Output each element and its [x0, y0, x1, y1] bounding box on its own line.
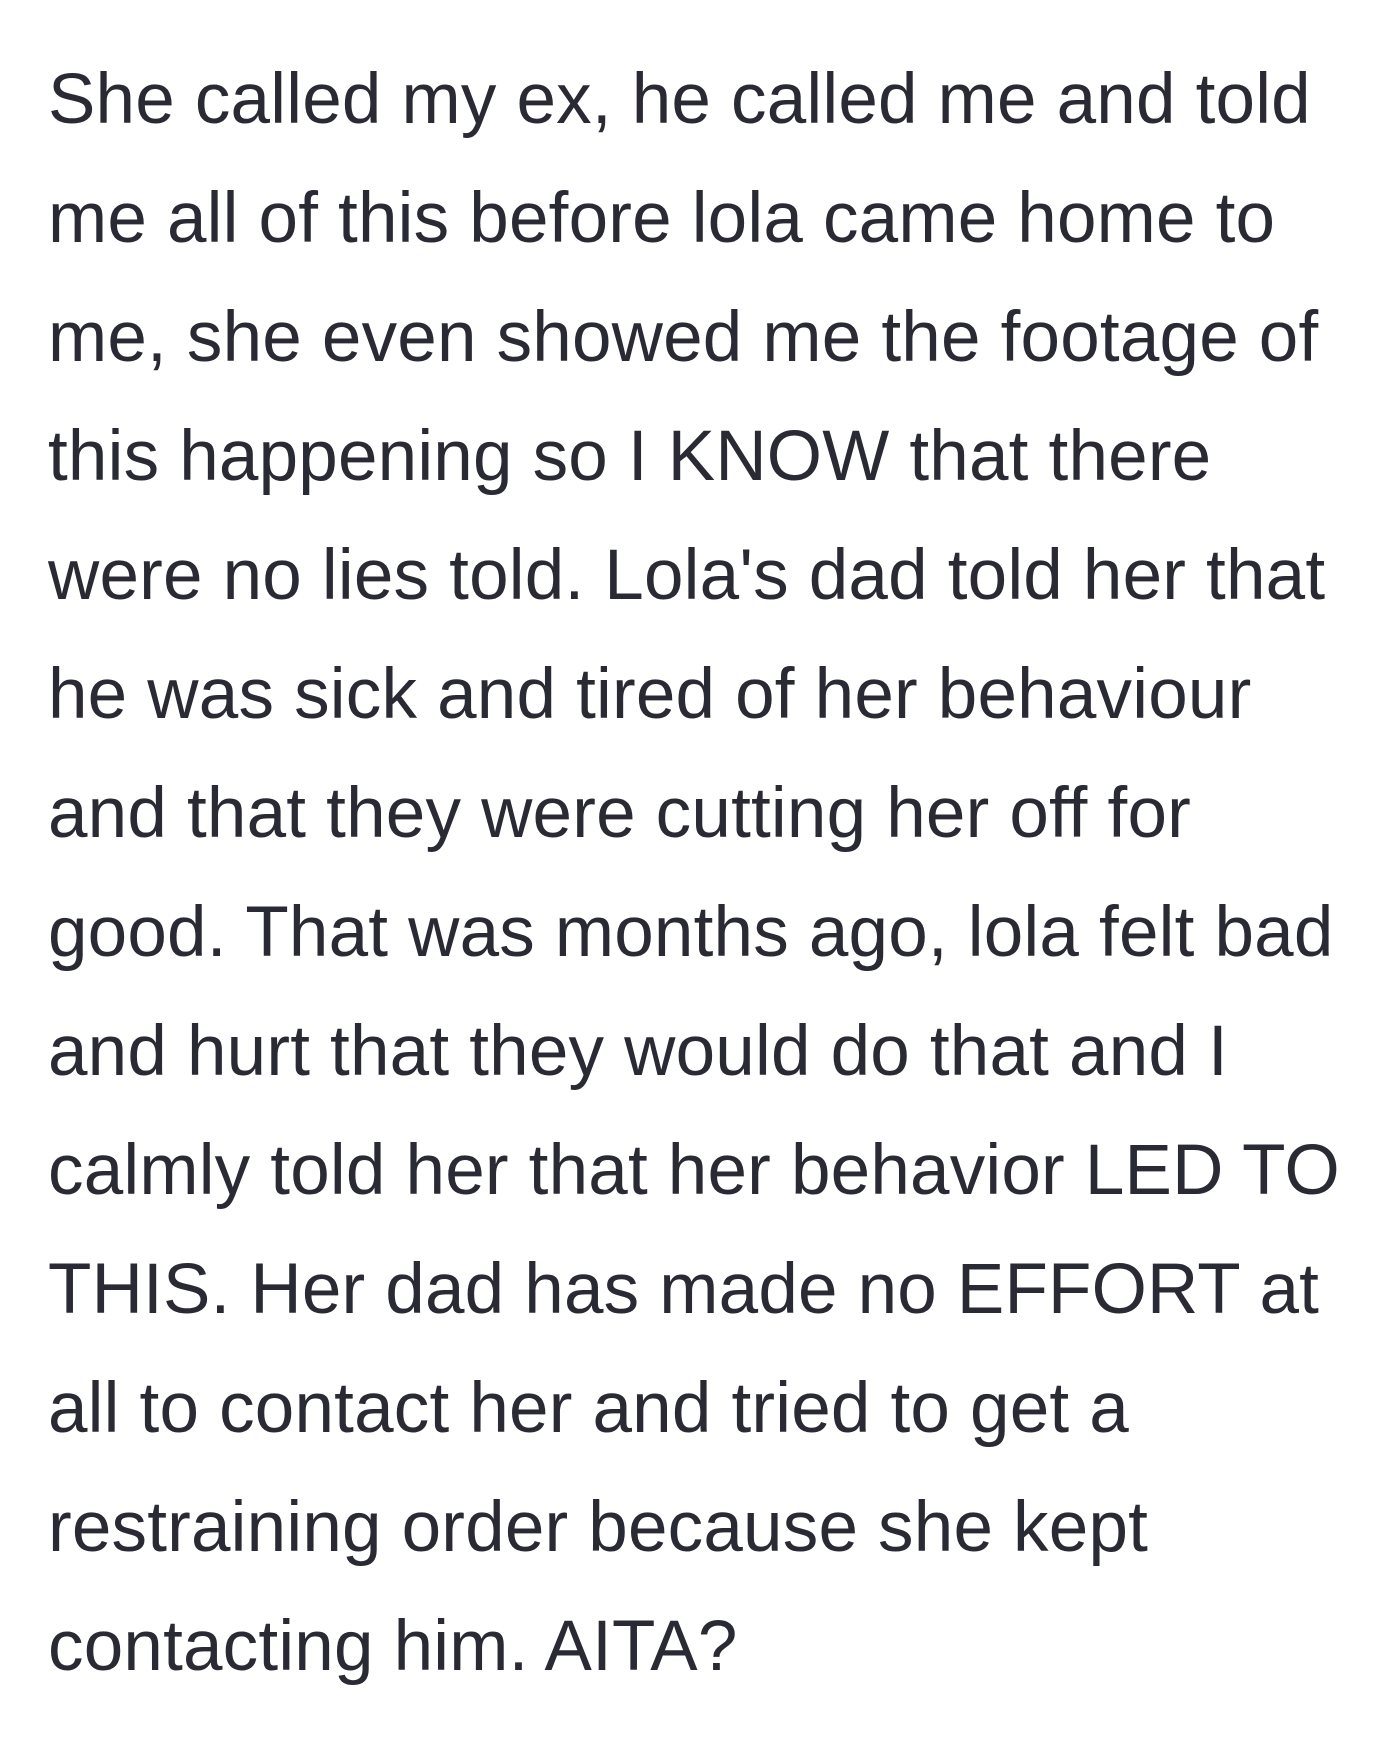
text-line: She called my ex, he called me and told: [48, 60, 1311, 139]
text-line: me, she even showed me the footage of: [48, 298, 1319, 377]
text-line: calmly told her that her behavior LED TO: [48, 1131, 1340, 1210]
text-line: all to contact her and tried to get a: [48, 1369, 1129, 1448]
text-line: me all of this before lola came home to: [48, 179, 1276, 258]
text-line: he was sick and tired of her behaviour: [48, 655, 1252, 734]
text-line: good. That was months ago, lola felt bad: [48, 893, 1334, 972]
post-body-text: [48, 40, 1388, 1706]
text-line: THIS. Her dad has made no EFFORT at: [48, 1250, 1320, 1329]
text-line: this happening so I KNOW that there: [48, 417, 1212, 496]
text-line: and hurt that they would do that and I: [48, 1012, 1228, 1091]
text-line: restraining order because she kept: [48, 1488, 1149, 1567]
text-line: and that they were cutting her off for: [48, 774, 1191, 853]
text-line: contacting him. AITA?: [48, 1607, 738, 1686]
text-line: were no lies told. Lola's dad told her that: [48, 536, 1326, 615]
